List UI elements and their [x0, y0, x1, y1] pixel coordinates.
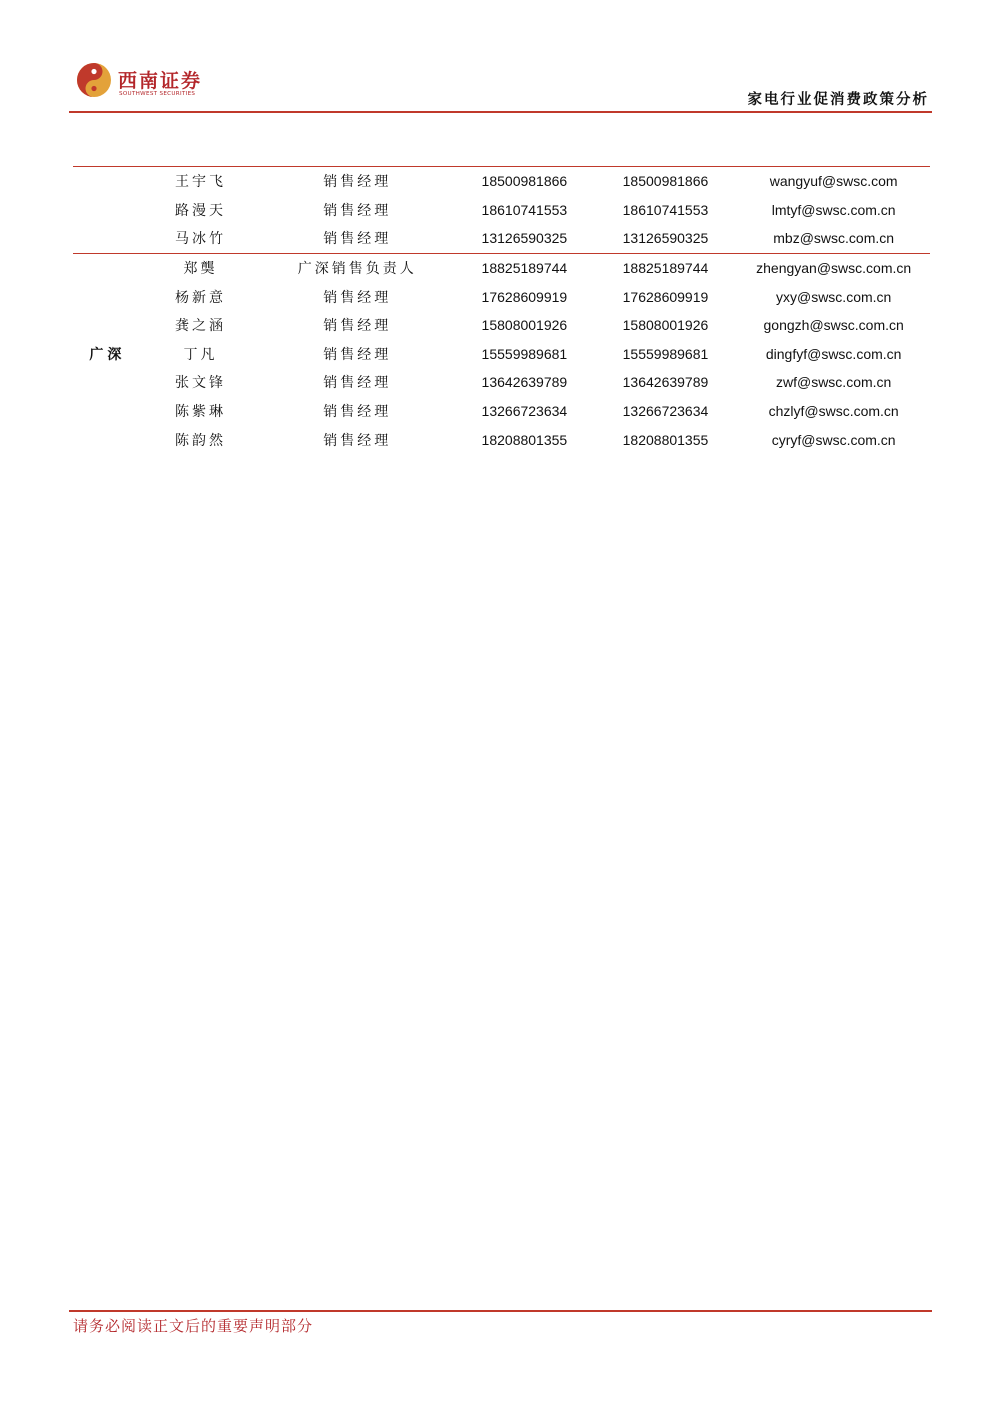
- title-cell: 销售经理: [323, 174, 392, 191]
- table-row: [73, 196, 930, 225]
- email-cell: yxy@swsc.com.cn: [775, 288, 892, 305]
- mobile-cell: 15559989681: [622, 345, 709, 362]
- title-cell: 销售经理: [323, 375, 392, 392]
- name-cell: 龚之涵: [175, 318, 227, 335]
- name-cell: 张文锋: [175, 375, 227, 392]
- table-row: [73, 224, 930, 253]
- contact-group: [73, 253, 930, 454]
- name-cell: 丁凡: [183, 346, 218, 363]
- title-cell: 销售经理: [323, 318, 392, 335]
- phone-cell: 13266723634: [481, 403, 568, 420]
- table-row: [73, 368, 930, 397]
- phone-cell: 18500981866: [481, 173, 568, 190]
- mobile-cell: 17628609919: [622, 288, 709, 305]
- phone-cell: 18825189744: [481, 260, 568, 277]
- email-cell: gongzh@swsc.com.cn: [763, 317, 904, 334]
- mobile-cell: 18500981866: [622, 173, 709, 190]
- phone-cell: 18208801355: [481, 431, 568, 448]
- title-cell: 销售经理: [323, 289, 392, 306]
- name-cell: 陈紫琳: [175, 404, 227, 421]
- email-cell: zhengyan@swsc.com.cn: [756, 260, 912, 277]
- title-cell: 销售经理: [323, 231, 392, 248]
- name-cell: 郑龑: [183, 261, 218, 278]
- table-row: [73, 425, 930, 454]
- table-row: [73, 311, 930, 340]
- name-cell: 陈韵然: [175, 432, 227, 449]
- title-cell: 销售经理: [323, 404, 392, 421]
- title-cell: 销售经理: [323, 202, 392, 219]
- logo-emblem-icon: [76, 62, 112, 98]
- mobile-cell: 18825189744: [622, 260, 709, 277]
- mobile-cell: 18208801355: [622, 431, 709, 448]
- mobile-cell: 13126590325: [622, 230, 709, 247]
- name-cell: 杨新意: [175, 289, 227, 306]
- title-cell: 广深销售负责人: [297, 261, 417, 278]
- mobile-cell: 13642639789: [622, 374, 709, 391]
- phone-cell: 17628609919: [481, 288, 568, 305]
- region-cell: 广深: [89, 346, 126, 363]
- email-cell: wangyuf@swsc.com: [769, 173, 898, 190]
- phone-cell: 15559989681: [481, 345, 568, 362]
- company-logo: [76, 62, 206, 100]
- name-cell: 王宇飞: [175, 174, 227, 191]
- phone-cell: 13642639789: [481, 374, 568, 391]
- mobile-cell: 15808001926: [622, 317, 709, 334]
- footer-divider: [69, 1310, 932, 1312]
- phone-cell: 18610741553: [481, 201, 568, 218]
- table-row: [73, 253, 930, 282]
- logo-chinese-name: 西南证券: [118, 70, 203, 92]
- sales-contact-table: [73, 166, 930, 454]
- table-row: [73, 282, 930, 311]
- email-cell: cyryf@swsc.com.cn: [771, 431, 896, 448]
- title-cell: 销售经理: [323, 432, 392, 449]
- name-cell: 路漫天: [175, 202, 227, 219]
- region-cell: [73, 167, 142, 254]
- title-cell: 销售经理: [323, 346, 392, 363]
- contact-group: [73, 167, 930, 254]
- header-divider: [69, 111, 932, 113]
- mobile-cell: 18610741553: [622, 201, 709, 218]
- table-row: [73, 167, 930, 196]
- email-cell: zwf@swsc.com.cn: [775, 374, 892, 391]
- table-row: [73, 340, 930, 369]
- disclaimer-note: 请务必阅读正文后的重要声明部分: [73, 1317, 314, 1335]
- phone-cell: 13126590325: [481, 230, 568, 247]
- name-cell: 马冰竹: [175, 231, 227, 248]
- phone-cell: 15808001926: [481, 317, 568, 334]
- email-cell: chzlyf@swsc.com.cn: [768, 403, 899, 420]
- email-cell: dingfyf@swsc.com.cn: [765, 345, 902, 362]
- email-cell: mbz@swsc.com.cn: [773, 230, 895, 247]
- report-title: 家电行业促消费政策分析: [747, 91, 929, 108]
- email-cell: lmtyf@swsc.com.cn: [771, 201, 896, 218]
- table-row: [73, 397, 930, 426]
- logo-english-name: SOUTHWEST SECURITIES: [119, 91, 196, 97]
- mobile-cell: 13266723634: [622, 403, 709, 420]
